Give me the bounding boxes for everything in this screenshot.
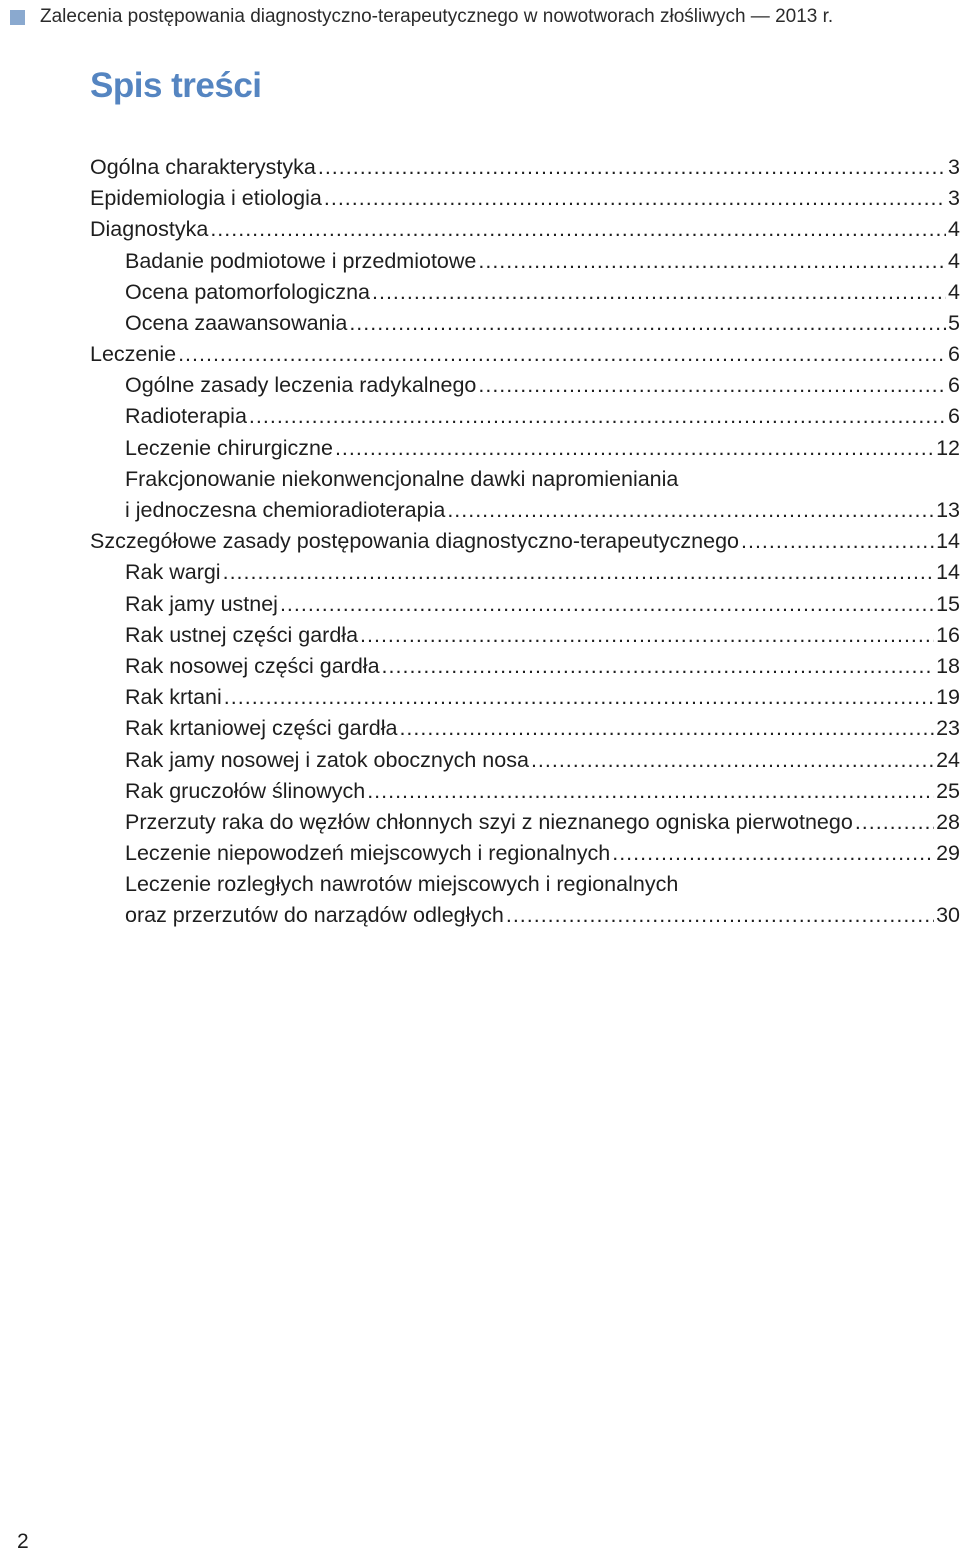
toc-entry-label: Leczenie niepowodzeń miejscowych i regionalnych (125, 841, 611, 866)
toc-entry-line (90, 869, 960, 900)
toc-entry-page: 6 (948, 342, 960, 367)
toc-entry[interactable] (90, 214, 960, 245)
dot-leader (855, 807, 934, 838)
dot-leader (224, 682, 934, 713)
dot-leader (382, 651, 935, 682)
page-number: 2 (17, 1530, 29, 1553)
toc-entry-page: 30 (936, 903, 960, 928)
toc-entry-page: 28 (936, 809, 960, 834)
toc-entry-label: Rak krtaniowej części gardła (125, 716, 398, 741)
toc-entry-label: Rak jamy ustnej (125, 591, 278, 616)
toc-entry[interactable] (90, 620, 960, 651)
toc-entry[interactable] (90, 433, 960, 464)
toc-entry-label: Rak wargi (125, 560, 221, 585)
toc-entry-label: Rak krtani (125, 685, 222, 710)
toc-entry-page: 13 (936, 498, 960, 523)
page-title: Spis treści (90, 66, 262, 105)
toc-entry[interactable] (90, 370, 960, 401)
toc-entry-label: Epidemiologia i etiologia (90, 186, 322, 211)
toc-entry-label: Rak jamy nosowej i zatok obocznych nosa (125, 747, 529, 772)
toc-entry[interactable] (90, 495, 960, 526)
dot-leader (372, 277, 946, 308)
toc-entry-label: Rak nosowej części gardła (125, 653, 380, 678)
toc-entry-page: 15 (936, 591, 960, 616)
toc-entry[interactable] (90, 776, 960, 807)
dot-leader (447, 495, 934, 526)
toc-entry-page: 12 (936, 435, 960, 460)
toc-entry-label: Przerzuty raka do węzłów chłonnych szyi z nieznanego ogniska pierwotnego (125, 809, 853, 834)
toc-entry[interactable] (90, 277, 960, 308)
toc-entry[interactable] (90, 807, 960, 838)
dot-leader (324, 183, 946, 214)
toc-entry-label: i jednoczesna chemioradioterapia (125, 498, 446, 523)
toc-entry-page: 4 (948, 217, 960, 242)
dot-leader (360, 620, 934, 651)
dot-leader (349, 308, 946, 339)
toc-entry-label: Ogólna charakterystyka (90, 154, 316, 179)
toc-entry[interactable] (90, 901, 960, 932)
table-of-contents (90, 152, 960, 932)
toc-entry[interactable] (90, 713, 960, 744)
toc-entry-page: 4 (948, 248, 960, 273)
toc-entry-page: 6 (948, 373, 960, 398)
header-text: Zalecenia postępowania diagnostyczno-terapeutycznego w nowotworach złośliwych — 2013 r. (40, 6, 834, 27)
toc-entry[interactable] (90, 339, 960, 370)
toc-entry-page: 6 (948, 404, 960, 429)
toc-entry-page: 23 (936, 716, 960, 741)
toc-entry[interactable] (90, 589, 960, 620)
toc-entry[interactable] (90, 838, 960, 869)
toc-entry[interactable] (90, 183, 960, 214)
toc-entry[interactable] (90, 682, 960, 713)
toc-entry-label: Ocena zaawansowania (125, 310, 348, 335)
toc-entry[interactable] (90, 526, 960, 557)
dot-leader (478, 246, 946, 277)
toc-entry-page: 18 (936, 653, 960, 678)
toc-entry-label: Frakcjonowanie niekonwencjonalne dawki napromieniania (125, 466, 679, 491)
dot-leader (223, 557, 934, 588)
toc-entry[interactable] (90, 308, 960, 339)
toc-entry-page: 5 (948, 310, 960, 335)
dot-leader (318, 152, 946, 183)
dot-leader (612, 838, 934, 869)
toc-entry-page: 19 (936, 685, 960, 710)
toc-entry-page: 29 (936, 841, 960, 866)
toc-entry-label: Rak gruczołów ślinowych (125, 778, 366, 803)
toc-entry[interactable] (90, 745, 960, 776)
toc-entry[interactable] (90, 651, 960, 682)
dot-leader (210, 214, 946, 245)
toc-entry[interactable] (90, 557, 960, 588)
toc-entry-page: 3 (948, 186, 960, 211)
toc-entry-label: Leczenie rozległych nawrotów miejscowych i regionalnych (125, 872, 679, 897)
dot-leader (178, 339, 946, 370)
toc-entry-label: Ocena patomorfologiczna (125, 279, 371, 304)
dot-leader (335, 433, 934, 464)
toc-entry-page: 16 (936, 622, 960, 647)
toc-entry-page: 14 (936, 560, 960, 585)
dot-leader (367, 776, 934, 807)
toc-entry-label: Diagnostyka (90, 217, 209, 242)
toc-entry-label: Szczegółowe zasady postępowania diagnostyczno-terapeutycznego (90, 529, 739, 554)
dot-leader (531, 745, 934, 776)
toc-entry-page: 25 (936, 778, 960, 803)
toc-entry-label: Leczenie (90, 342, 177, 367)
toc-entry-line (90, 464, 960, 495)
toc-entry[interactable] (90, 246, 960, 277)
toc-entry-label: Leczenie chirurgiczne (125, 435, 333, 460)
toc-entry-label: Badanie podmiotowe i przedmiotowe (125, 248, 477, 273)
toc-entry-page: 24 (936, 747, 960, 772)
toc-entry-label: Ogólne zasady leczenia radykalnego (125, 373, 477, 398)
dot-leader (249, 401, 946, 432)
toc-entry[interactable] (90, 152, 960, 183)
dot-leader (741, 526, 934, 557)
toc-entry-label: oraz przerzutów do narządów odległych (125, 903, 504, 928)
toc-entry-page: 4 (948, 279, 960, 304)
dot-leader (506, 900, 934, 931)
dot-leader (280, 589, 934, 620)
toc-entry-label: Radioterapia (125, 404, 247, 429)
toc-entry[interactable] (90, 402, 960, 433)
dot-leader (399, 713, 934, 744)
dot-leader (478, 370, 946, 401)
header-square-icon (10, 10, 25, 25)
toc-entry-page: 14 (936, 529, 960, 554)
toc-entry-label: Rak ustnej części gardła (125, 622, 359, 647)
running-header (10, 3, 950, 31)
toc-entry-page: 3 (948, 154, 960, 179)
